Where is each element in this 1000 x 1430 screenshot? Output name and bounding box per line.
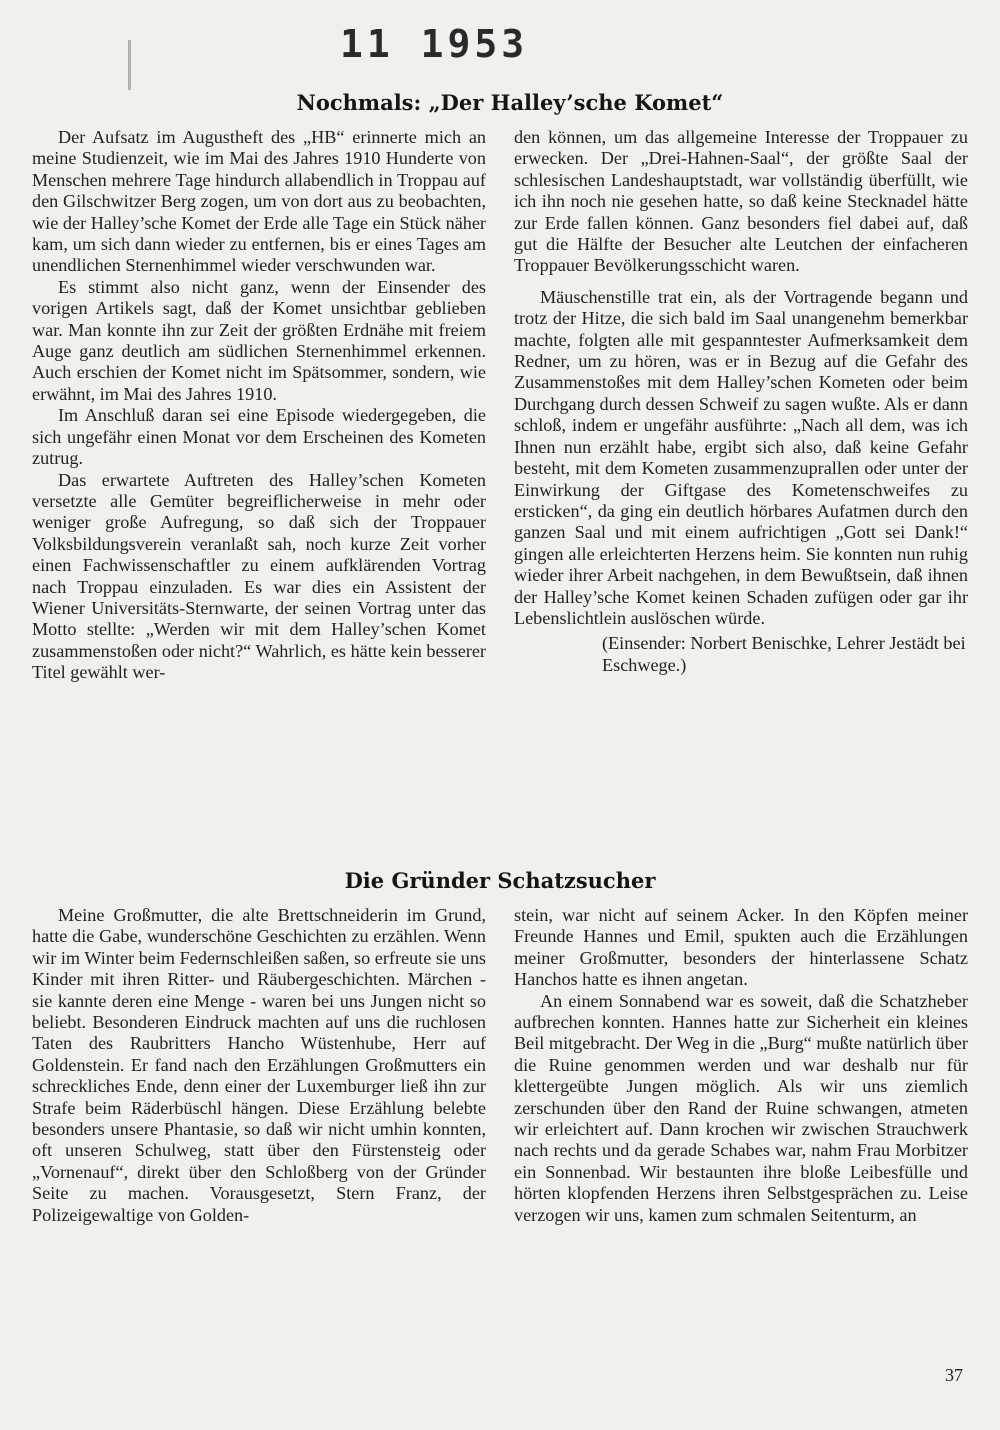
paragraph: den können, um das allgemeine Interesse der Troppauer zu erwecken. Der „Drei-Hahnen-Saal“, der größte Saal der schlesischen Landeshauptstadt, war vollständig überfüllt, wie ich ihn noch nie gesehen hatte, so daß keine Stecknadel hätte zur Erde fallen können. Ganz besonders fiel dabei auf, daß gut die Hälfte der Besucher alte Leutchen der einfacheren Troppauer Bevölkerungsschicht waren. <box>514 127 968 276</box>
article-2-title: Die Gründer Schatzsucher <box>344 868 656 893</box>
paragraph: Meine Großmutter, die alte Brettschneiderin im Grund, hatte die Gabe, wunderschöne Geschichten zu erzählen. Wenn wir im Winter beim Federnschleißen saßen, so erfreute sie uns Kinder mit ihren Ritter- und Räubergeschichten. Märchen - sie kannte deren eine Menge - waren bei uns Jungen nicht so beliebt. Besonderen Eindruck machten auf uns die ruchlosen Taten des Raubritters Hancho Wüstenhube, Herr auf Goldenstein. Er fand nach den Erzählungen Großmutters ein schreckliches Ende, denn einer der Luxemburger ließ ihn zur Strafe beim Räderbüschl hängen. Diese Erzählung belebte besonders unsere Phantasie, so daß wir nicht umhin konnten, oft unseren Schulweg, statt über den Fürstensteig oder „Vornenauf“, direkt über den Schloßberg von der Gründer Seite zu machen. Vorausgesetzt, Stern Franz, der Polizeigewaltige von Golden- <box>32 905 486 1225</box>
paragraph: Es stimmt also nicht ganz, wenn der Einsender des vorigen Artikels sagt, daß der Komet unsichtbar geblieben war. Man konnte ihn zur Zeit der größten Erdnähe mit freiem Auge ganz deutlich am südlichen Sternenhimmel erkennen. Auch erschien der Komet nicht im Spätsommer, sondern, wie erwähnt, im Mai des Jahres 1910. <box>32 276 486 404</box>
article-1-title: Nochmals: „Der Halley’sche Komet“ <box>296 90 724 115</box>
paragraph: stein, war nicht auf seinem Acker. In den Köpfen meiner Freunde Hannes und Emil, spukten auch die Erzählungen meiner Großmutter, besonders der hinterlassene Schatz Hanchos hatte es ihnen angetan. <box>514 905 968 990</box>
paragraph: Das erwartete Auftreten des Halley’schen Kometen versetzte alle Gemüter begreiflicherweise in mehr oder weniger große Aufregung, so daß sich der Troppauer Volksbildungsverein veranlaßt sah, noch kurze Zeit vorher einen Fachwissenschaftler zu einem aufklärenden Vortrag nach Troppau einzuladen. Es war dies ein Assistent der Wiener Universitäts-Sternwarte, der seinen Vortrag unter das Motto stellte: „Werden wir mit dem Halley’schen Komet zusammenstoßen oder nicht?“ Wahrlich, es hätte kein besserer Titel gewählt wer- <box>32 469 486 683</box>
article-2-right-column <box>514 905 968 1226</box>
paragraph: Der Aufsatz im Augustheft des „HB“ erinnerte mich an meine Studienzeit, wie im Mai des Jahres 1910 Hunderte von Menschen mehrere Tage hindurch allabendlich in Troppau auf den Gilschwitzer Berg zogen, um von dort aus zu beobachten, wie der Halley’sche Komet der Erde alle Tage ein Stück näher kam, um sich dann wieder zu entfernen, bis er eines Tages am unendlichen Sternenhimmel wieder verschwunden war. <box>32 127 486 276</box>
article-2-left-column <box>32 905 486 1226</box>
margin-mark <box>128 40 131 90</box>
paragraph: Im Anschluß daran sei eine Episode wiedergegeben, die sich ungefähr einen Monat vor dem Erscheinen des Kometen zutrug. <box>32 405 486 469</box>
paragraph: An einem Sonnabend war es soweit, daß die Schatzheber aufbrechen konnten. Hannes hatte zur Sicherheit ein kleines Beil mitgebracht. Der Weg in die „Burg“ mußte natürlich über die Ruine genommen werden und war deshalb nur für klettergeübte Jungen möglich. Als wir uns ziemlich zerschunden über den Rand der Ruine schwangen, atmeten wir erleichtert auf. Dann krochen wir zwischen Strauchwerk nach rechts und da gerade Schabes war, nahm Frau Morbitzer ein Sonnenbad. Wir bestaunten ihre bloße Leibesfülle und hörten klopfenden Herzens ihren Selbstgesprächen zu. Leise verzogen wir uns, kamen zum schmalen Seitenturm, an <box>514 990 968 1225</box>
date-stamp: 11 1953 <box>340 22 529 66</box>
page-number: 37 <box>945 1365 963 1385</box>
signature: (Einsender: Norbert Benischke, Lehrer Jestädt bei Eschwege.) <box>602 633 966 675</box>
article-1-left-column <box>32 127 486 684</box>
article-1-right-column <box>514 127 968 676</box>
paragraph: Mäuschenstille trat ein, als der Vortragende begann und trotz der Hitze, die sich bald im Saal unangenehm bemerkbar machte, folgten alle mit gespanntester Aufmerksamkeit dem Redner, um zu hören, was er in Bezug auf die Gefahr des Zusammenstoßes mit dem Halley’schen Kometen oder beim Durchgang durch dessen Schweif zu sagen wußte. Als er dann schloß, indem er ungefähr ausführte: „Nach all dem, was ich Ihnen nun erzählt habe, ergibt sich also, daß keine Gefahr besteht, mit dem Kometen zusammenzuprallen oder unter der Einwirkung der Giftgase des Kometenschweifes zu ersticken“, da ging ein deutlich hörbares Aufatmen durch den ganzen Saal und mit einem aufrichtigen „Gott sei Dank!“ gingen alle erleichterten Herzens heim. Sie konnten nun ruhig wieder ihrer Arbeit nachgehen, in dem Bewußtsein, daß ihnen der Halley’sche Komet keinen Schaden zufügen oder gar ihr Lebenslichtlein auslöschen würde. <box>514 286 968 628</box>
